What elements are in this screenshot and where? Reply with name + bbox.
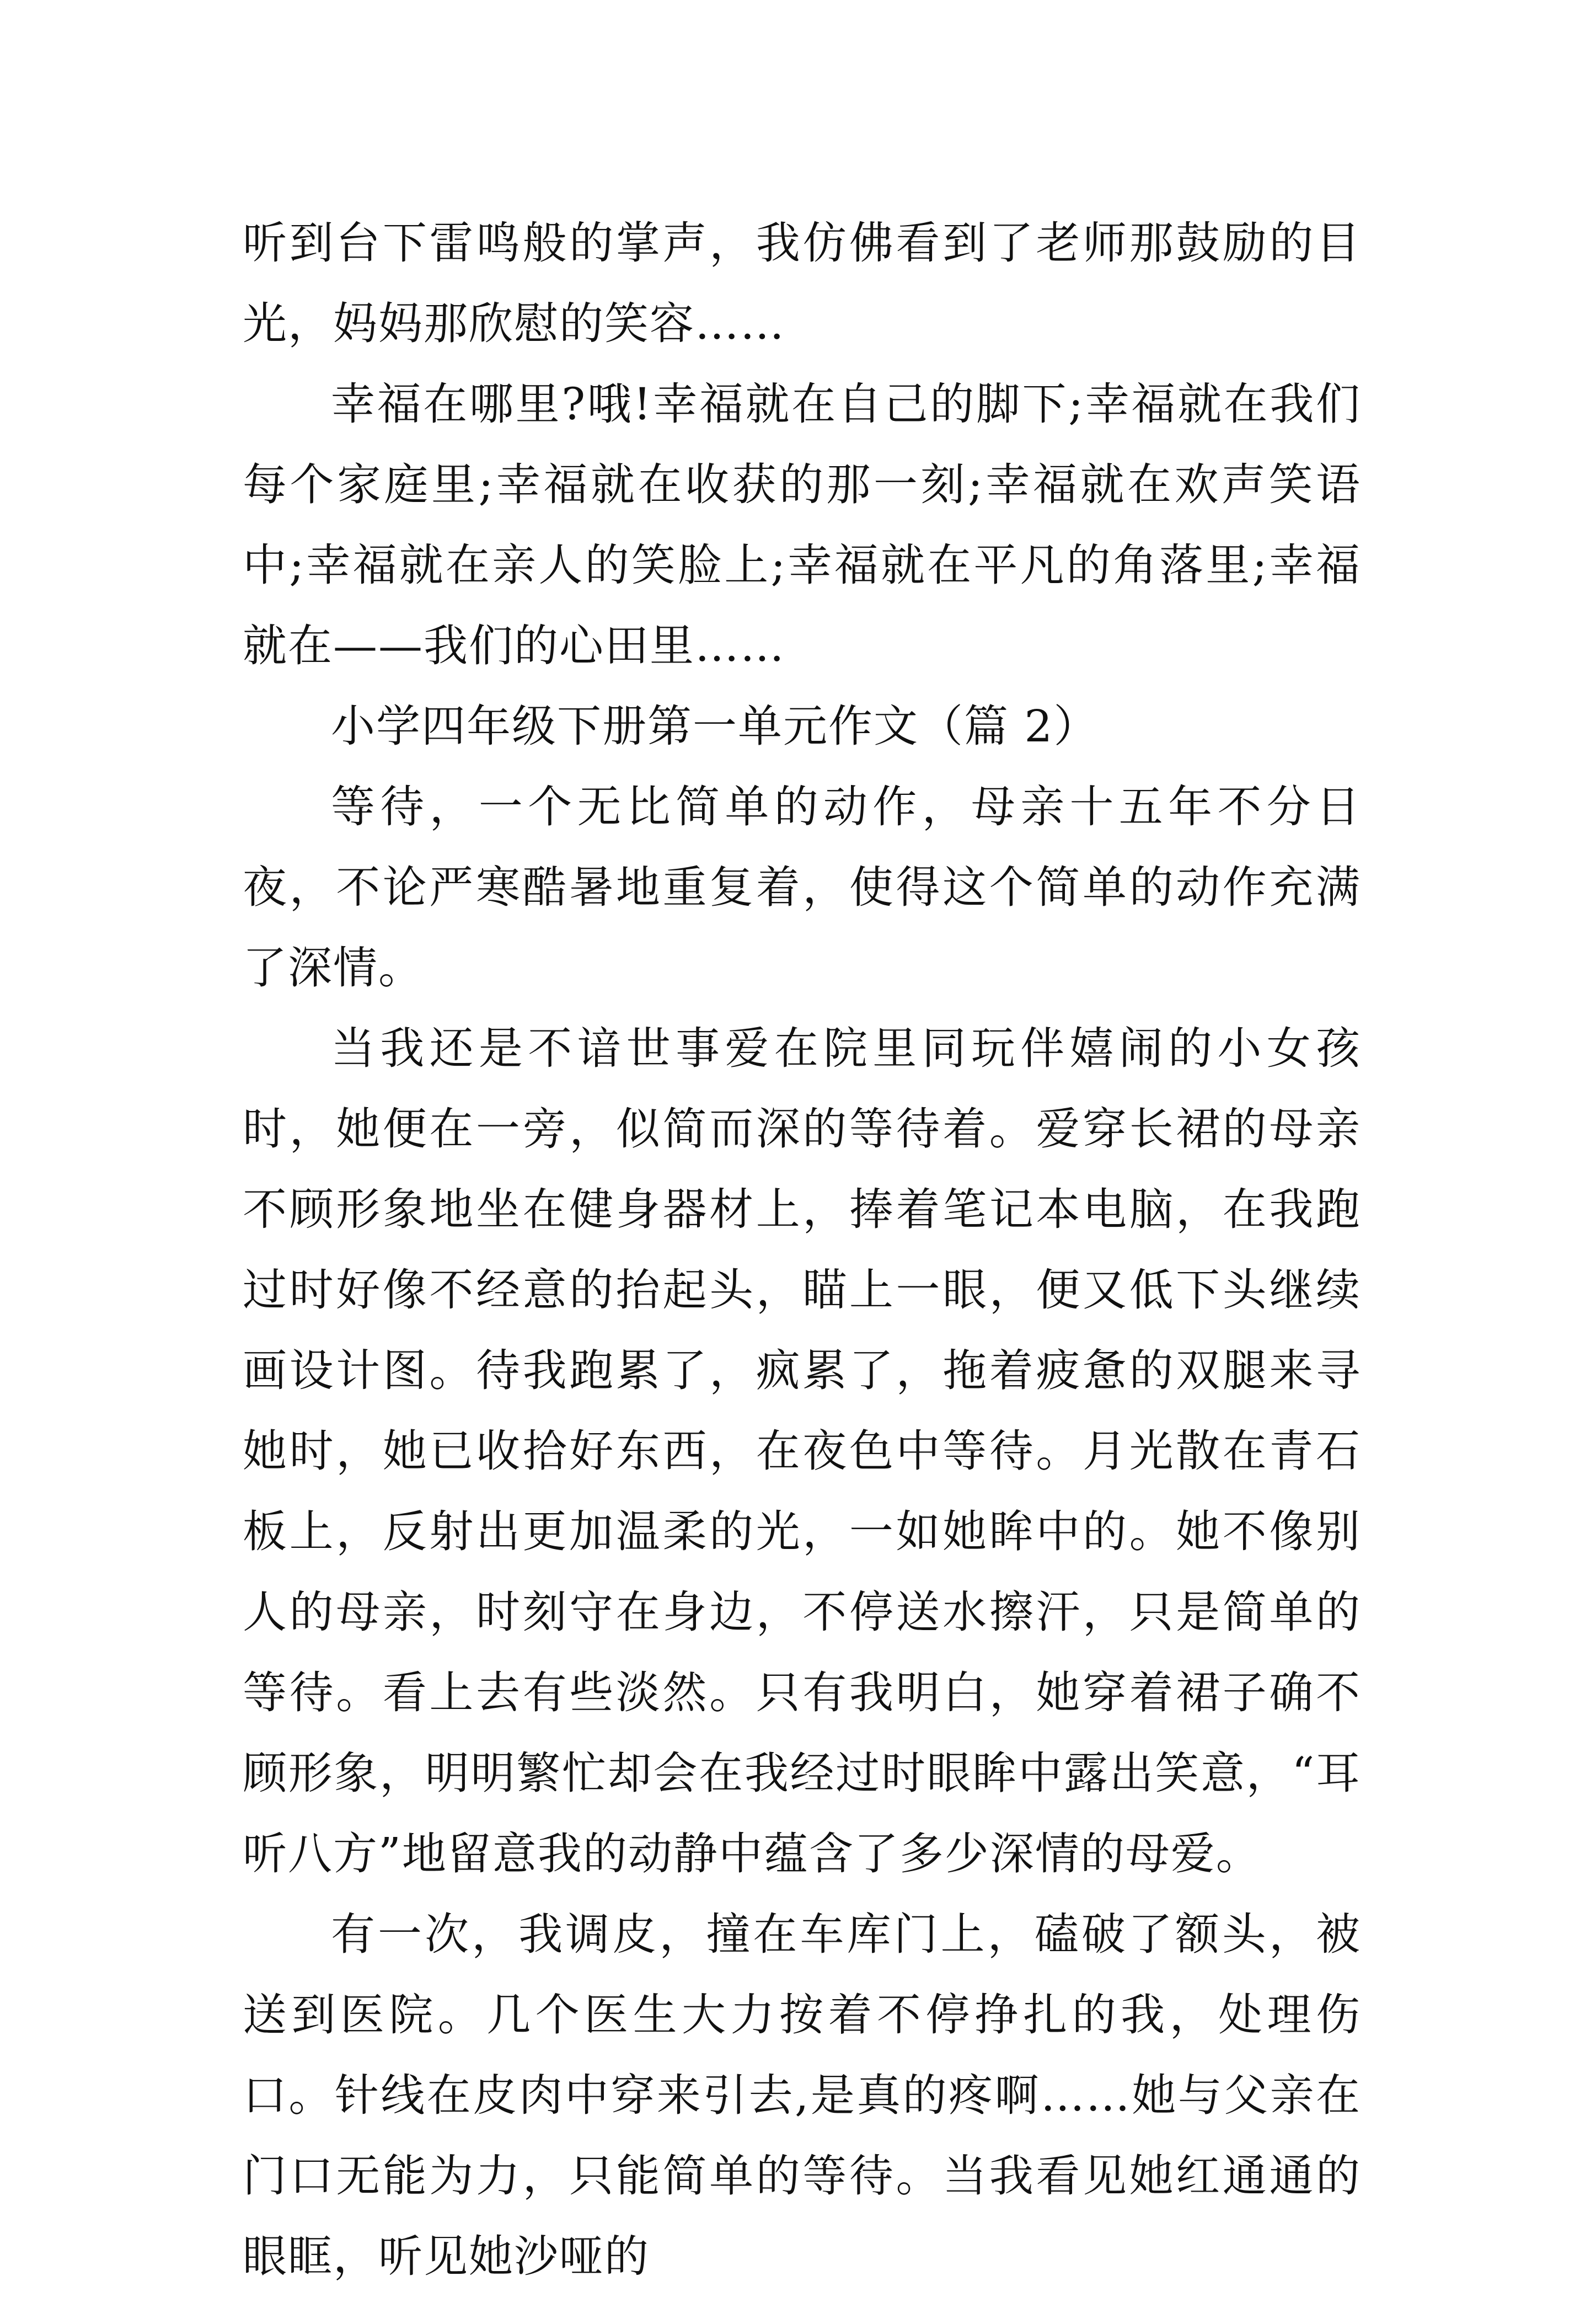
paragraph-happiness: 幸福在哪里?哦!幸福就在自己的脚下;幸福就在我们每个家庭里;幸福就在收获的那一刻;幸福就在欢声笑语中;幸福就在亲人的笑脸上;幸福就在平凡的角落里;幸福就在——我们的心田里…… — [243, 378, 1361, 671]
paragraph-hospital: 有一次，我调皮，撞在车库门上，磕破了额头，被送到医院。几个医生大力按着不停挣扎的我，处理伤口。针线在皮肉中穿来引去,是真的疼啊……她与父亲在门口无能为力，只能简单的等待。当我看见她红通通的眼眶，听见她沙哑的 — [243, 1909, 1361, 2282]
document-body — [243, 203, 1361, 2297]
paragraph-continuation: 听到台下雷鸣般的掌声，我仿佛看到了老师那鼓励的目光，妈妈那欣慰的笑容…… — [243, 217, 1361, 349]
paragraph-waiting-intro: 等待，一个无比简单的动作，母亲十五年不分日夜，不论严寒酷暑地重复着，使得这个简单的动作充满了深情。 — [243, 781, 1361, 993]
section-heading: 小学四年级下册第一单元作文（篇 2） — [331, 701, 1099, 752]
paragraph-childhood: 当我还是不谙世事爱在院里同玩伴嬉闹的小女孩时，她便在一旁，似简而深的等待着。爱穿长裙的母亲不顾形象地坐在健身器材上，捧着笔记本电脑，在我跑过时好像不经意的抬起头，瞄上一眼，便又低下头继续画设计图。待我跑累了，疯累了，拖着疲惫的双腿来寻她时，她已收拾好东西，在夜色中等待。月光散在青石板上，反射出更加温柔的光，一如她眸中的。她不像别人的母亲，时刻守在身边，不停送水擦汗，只是简单的等待。看上去有些淡然。只有我明白，她穿着裙子确不顾形象，明明繁忙却会在我经过时眼眸中露出笑意，“耳听八方”地留意我的动静中蕴含了多少深情的母爱。 — [243, 1023, 1361, 1879]
